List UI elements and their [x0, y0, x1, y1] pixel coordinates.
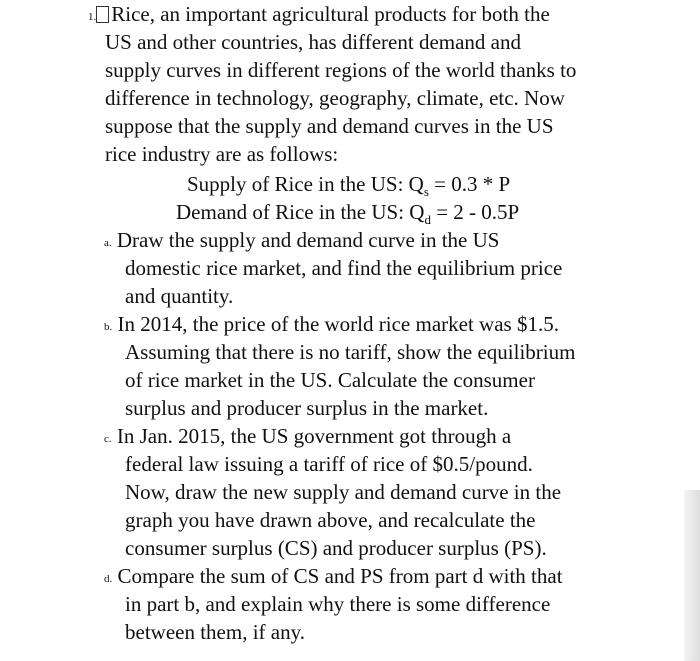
part-c-line-3: Now, draw the new supply and demand curve in the: [125, 480, 562, 504]
intro-line-5: suppose that the supply and demand curves in the US: [105, 114, 554, 138]
part-c-line-4: graph you have drawn above, and recalculate the: [125, 508, 536, 532]
intro-line-1: 1. Rice, an important agricultural products for both the: [88, 2, 550, 26]
intro-line-3: supply curves in different regions of the world thanks to: [105, 58, 577, 82]
part-a-line-1: a. Draw the supply and demand curve in the US: [104, 228, 500, 252]
part-d-line-1: d. Compare the sum of CS and PS from part d with that: [104, 564, 563, 588]
intro-line-4: difference in technology, geography, climate, etc. Now: [105, 86, 565, 110]
part-c-line-5: consumer surplus (CS) and producer surplus (PS).: [125, 536, 547, 560]
part-b-line-2: Assuming that there is no tariff, show the equilibrium: [125, 340, 576, 364]
intro-line-2: US and other countries, has different demand and: [105, 30, 521, 54]
part-b-line-1: b. In 2014, the price of the world rice market was $1.5.: [104, 312, 559, 336]
demand-equation: Demand of Rice in the US: $Q_d = 2 - 0.5P$: [176, 200, 520, 227]
part-c-marker: c.: [104, 433, 112, 445]
placeholder-box-icon: [96, 6, 109, 23]
part-a-line-2: domestic rice market, and find the equilibrium price: [125, 256, 563, 280]
part-c-line-1: c. In Jan. 2015, the US government got through a: [104, 424, 512, 448]
intro-line-6: rice industry are as follows:: [105, 142, 339, 166]
part-a-marker: a.: [104, 237, 112, 249]
part-d-marker: d.: [104, 573, 113, 585]
supply-equation: Supply of Rice in the US: $Q_s = 0.3 * P$: [187, 172, 511, 199]
page-edge-shadow: [684, 490, 700, 661]
part-d-line-3: between them, if any.: [125, 620, 305, 644]
question-number: 1.: [88, 11, 97, 23]
part-d-line-2: in part b, and explain why there is some difference: [125, 592, 551, 616]
part-b-line-4: surplus and producer surplus in the market.: [125, 396, 489, 420]
part-a-line-3: and quantity.: [125, 284, 234, 308]
part-c-line-2: federal law issuing a tariff of rice of $0.5/pound.: [125, 452, 533, 476]
part-b-marker: b.: [104, 321, 113, 333]
part-b-line-3: of rice market in the US. Calculate the consumer: [125, 368, 535, 392]
